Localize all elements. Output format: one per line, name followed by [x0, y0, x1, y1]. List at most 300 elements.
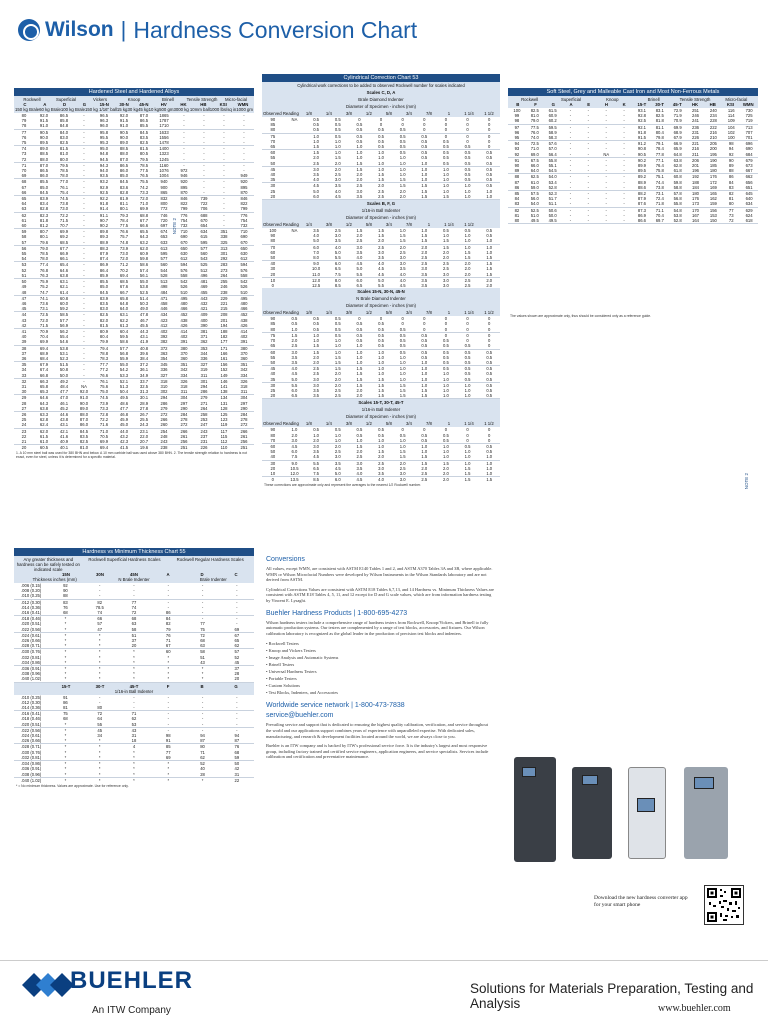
table-cell: 34	[21, 367, 27, 373]
table-cell: 667	[745, 168, 753, 174]
table-cell: 1.0	[486, 454, 493, 460]
table-cell: 1.0	[378, 354, 384, 360]
table-cell: 1.0	[313, 133, 320, 139]
table-cell: 82.5	[79, 438, 89, 444]
table-cell: -	[605, 196, 607, 202]
table-cell: 62.8	[39, 417, 49, 423]
table-cell: 1.0	[399, 443, 406, 449]
table-cell: 95	[514, 135, 520, 141]
table-cell: 629	[745, 207, 753, 213]
table-cell: 3.5	[421, 283, 428, 289]
table-cell: 1.0	[356, 349, 363, 355]
table-cell: 57.5	[530, 191, 539, 197]
table-cell: 86	[63, 699, 68, 705]
table-cell: 1.0	[399, 172, 406, 178]
table-cell: 446	[160, 306, 168, 312]
table-cell: 1.0	[313, 432, 320, 438]
table-cell: 98	[514, 118, 520, 124]
table-cell: 51.5	[59, 362, 69, 368]
table-cell: 49.5	[119, 395, 129, 401]
hardened-rows	[14, 113, 254, 450]
table-cell: 81.5	[59, 146, 69, 152]
column-header: D	[200, 572, 204, 577]
table-cell: 4.0	[313, 233, 320, 239]
table-cell: 93.2	[99, 179, 109, 185]
table-cell: 74.5	[59, 196, 69, 202]
table-cell: 67	[165, 643, 171, 649]
table-cell: .030 (0.76)	[21, 649, 42, 655]
table-cell: 41.9	[139, 339, 149, 345]
table-cell: 1.0	[334, 144, 341, 150]
table-cell: 1.5	[378, 393, 384, 399]
table-cell: 498	[160, 284, 168, 290]
table-cell: 0.5	[443, 160, 449, 166]
table-cell: 0.5	[356, 332, 363, 338]
table-cell: 6.5	[334, 266, 341, 272]
table-cell: 60	[270, 249, 276, 255]
table-cell: 294	[160, 395, 168, 401]
table-cell: -	[83, 146, 85, 152]
table-cell: 66	[97, 616, 103, 622]
table-cell: 286	[200, 389, 208, 395]
table-cell: 495	[180, 295, 188, 301]
table-cell: 2.5	[313, 160, 320, 166]
table-cell: 88.9	[637, 179, 647, 185]
table-cell: 81.0	[530, 113, 539, 119]
table-cell: 79	[21, 118, 27, 124]
column-header: G	[234, 683, 238, 689]
table-cell: 351	[240, 362, 248, 368]
table-cell: 543	[200, 256, 208, 262]
table-cell: 57	[234, 649, 240, 655]
table-cell: 58	[200, 649, 205, 655]
table-cell: -	[243, 134, 245, 140]
table-cell: 246	[692, 113, 700, 119]
table-cell: 351	[180, 362, 188, 368]
table-cell: 82.8	[119, 189, 129, 195]
table-cell: 37.2	[139, 362, 149, 368]
table-cell: 3.5	[291, 354, 298, 360]
table-cell: 558	[240, 272, 248, 278]
table-cell: 66.3	[39, 378, 49, 384]
table-cell: 653	[160, 234, 168, 240]
table-cell: 91.0	[119, 123, 129, 129]
table-cell: 216	[692, 146, 700, 152]
table-cell: 87.0	[79, 417, 89, 423]
table-cell: 70.7	[59, 223, 69, 229]
table-cell: 2.5	[313, 371, 320, 377]
page-title: Hardness Conversion Chart	[133, 16, 418, 43]
table-cell: 152	[220, 367, 228, 373]
table-cell: 0.5	[464, 366, 471, 372]
table-cell: 153	[709, 212, 717, 218]
table-cell: 68.9	[39, 350, 49, 356]
table-cell: 6.0	[313, 244, 320, 250]
table-cell: 526	[240, 284, 248, 290]
table-cell: 91.5	[119, 118, 129, 124]
table-cell: 1556	[159, 134, 169, 140]
service-email-link[interactable]: service@buehler.com	[266, 712, 334, 720]
table-cell: 2.0	[356, 177, 363, 183]
table-cell: 75.8	[655, 168, 664, 174]
table-cell: 82	[514, 207, 520, 213]
table-cell: 54.5	[548, 168, 557, 174]
table-cell: 93.1	[637, 108, 647, 113]
table-cell: 171	[220, 345, 228, 351]
table-cell: 27	[21, 405, 27, 411]
table-cell: 2.5	[334, 172, 341, 178]
correction-block	[262, 200, 500, 288]
table-cell: 60	[270, 150, 276, 156]
table-cell: 67.7	[139, 217, 149, 223]
table-cell: -	[243, 140, 245, 146]
column-header: Observed Reading	[263, 111, 299, 116]
table-cell: -	[83, 289, 85, 295]
table-cell: -	[223, 129, 225, 135]
cylindrical-footnote: These corrections are approximate only and represent the averages to the nearest 1/2 Rockwell number.	[264, 483, 421, 488]
table-cell: *	[98, 676, 101, 682]
table-cell: 311	[240, 389, 248, 395]
column-header: 1/4	[325, 111, 332, 116]
table-cell: *	[64, 749, 67, 755]
table-cell: 3.0	[443, 277, 449, 283]
table-cell: 57	[21, 239, 27, 245]
table-cell: -	[236, 721, 238, 727]
table-cell: 6.0	[291, 387, 298, 393]
table-cell: 79.1	[655, 141, 664, 147]
table-cell: 88.0	[39, 156, 49, 162]
table-cell: 1.0	[334, 432, 341, 438]
table-cell: 49.5	[530, 218, 539, 224]
table-cell: 226	[200, 445, 208, 451]
table-cell: 89	[514, 168, 520, 174]
table-cell: 544	[160, 267, 168, 273]
table-cell: 251	[692, 108, 700, 113]
column-header: H	[604, 102, 608, 107]
table-cell: 1.0	[464, 454, 471, 460]
table-cell: 81.0	[79, 445, 89, 451]
table-cell: -	[569, 118, 572, 124]
table-cell: 3.0	[443, 271, 449, 277]
table-cell: *	[167, 666, 170, 672]
table-cell: 1.5	[486, 261, 493, 267]
table-cell: 25	[21, 417, 27, 423]
cylindrical-subtitle: Cylindrical work corrections to be added to observed Rockwell number for scales indicated	[262, 82, 500, 89]
table-cell: 3.5	[334, 238, 341, 244]
table-cell: NA	[291, 117, 298, 122]
table-cell: 52.3	[59, 355, 69, 361]
column-header: K	[622, 102, 626, 107]
table-cell: -	[83, 173, 85, 179]
table-cell: 0.5	[399, 349, 406, 355]
table-cell: 0.5	[486, 166, 493, 172]
table-cell: 297	[240, 400, 248, 406]
table-cell: 40.8	[139, 345, 149, 351]
table-cell: .028 (0.71)	[21, 643, 42, 649]
conversions-text-2: Cylindrical Corrections Values are consistent with ASTM E18 Tables 6,7,13, and 14 Hardness vs. Minimum Thickness Values are consistent with ASTM E18 Tables 4, 5, 11, and 12 except for D and G scale values, which are from information hardness testing by Vincent E. Lysaght.	[266, 586, 495, 603]
table-cell: 3.5	[378, 255, 384, 261]
table-cell: 0.5	[443, 366, 449, 372]
table-cell: *	[98, 749, 101, 755]
table-cell: 1.5	[464, 465, 471, 471]
table-cell: 284	[240, 411, 248, 417]
table-cell: 55	[270, 155, 276, 161]
table-cell: 0.5	[443, 138, 449, 144]
table-cell: 75.7	[119, 234, 129, 240]
table-cell: 69	[21, 173, 27, 179]
table-cell: -	[83, 239, 85, 245]
table-cell: -	[203, 146, 205, 152]
table-cell: 74.5	[99, 395, 109, 401]
hardness-tester-image-1	[514, 757, 556, 862]
table-cell: 542	[180, 279, 188, 285]
table-cell: 58	[131, 626, 137, 632]
table-cell: 251	[180, 445, 188, 451]
table-cell: 94.5	[99, 156, 109, 162]
table-cell: *	[167, 654, 170, 660]
table-cell: 0	[466, 117, 469, 122]
table-cell: 81.9	[119, 196, 129, 202]
table-cell: -	[623, 207, 625, 213]
table-cell: 0.5	[356, 127, 363, 133]
table-cell: 0	[466, 138, 469, 144]
table-cell: 66	[21, 189, 27, 195]
table-cell: 82.5	[99, 312, 109, 318]
table-cell: -	[587, 151, 590, 157]
table-cell: NA	[81, 383, 87, 389]
table-cell: 81.2	[39, 223, 49, 229]
table-cell: 43	[200, 659, 205, 665]
table-cell: -	[569, 151, 572, 157]
table-cell: 426	[240, 322, 248, 328]
table-cell: 20	[270, 193, 276, 199]
table-cell: 90	[270, 233, 276, 239]
table-cell: 1.5	[378, 233, 384, 239]
table-cell: -	[99, 699, 101, 705]
table-cell: 80.4	[655, 129, 664, 135]
table-cell: 65	[234, 638, 240, 644]
column-header: 5/8	[385, 111, 392, 116]
table-cell: 91.5	[39, 118, 49, 124]
table-cell: 1.5	[313, 349, 320, 355]
table-cell: 1.5	[313, 144, 320, 150]
product-item: • Brinell Testers	[266, 661, 494, 668]
table-cell: 66.0	[530, 163, 539, 169]
hardened-steel-table	[14, 88, 254, 548]
table-cell: 1.0	[464, 449, 471, 455]
table-cell: 2.5	[443, 266, 449, 272]
column-header: 1 1/4	[464, 421, 474, 427]
table-cell: .032 (0.81)	[21, 654, 42, 660]
table-cell: 51.1	[548, 201, 557, 207]
table-cell: 72.0	[119, 256, 129, 262]
table-cell: 92.2	[99, 196, 109, 202]
table-cell: 77	[728, 207, 734, 213]
column-header: 45-T	[129, 683, 139, 689]
column-header: 3/8	[345, 421, 352, 427]
table-cell: 278	[240, 417, 248, 423]
table-cell: 74.1	[39, 295, 49, 301]
column-header: 15-T	[61, 683, 71, 689]
table-cell: 77.5	[530, 124, 539, 130]
table-cell: 64	[21, 201, 27, 207]
table-cell: 318	[160, 378, 168, 384]
table-cell: 3.5	[356, 193, 363, 199]
table-cell: 77.4	[39, 262, 49, 268]
table-cell: 3.0	[399, 477, 406, 483]
table-cell: -	[83, 328, 85, 334]
table-cell: 69.4	[119, 272, 129, 278]
table-cell: 85	[165, 744, 171, 750]
table-cell: 342	[180, 367, 188, 373]
table-cell: 272	[240, 422, 248, 428]
table-cell: 55	[270, 354, 276, 360]
table-cell: 1.5	[421, 454, 428, 460]
table-cell: -	[83, 317, 85, 323]
table-cell: 1.0	[334, 437, 341, 443]
table-cell: 272	[160, 411, 168, 417]
table-cell: 180	[709, 168, 717, 174]
table-cell: 83	[63, 599, 68, 605]
table-cell: 61.0	[39, 438, 49, 444]
table-cell: 2.0	[443, 470, 449, 476]
table-cell: 66.9	[59, 251, 69, 257]
table-cell: 0	[488, 321, 491, 327]
table-cell: 0.5	[334, 332, 341, 338]
table-cell: 40.1	[59, 445, 69, 451]
table-cell: 2.0	[291, 338, 298, 344]
table-cell: 80.7	[39, 229, 49, 235]
table-cell: 7.5	[291, 454, 298, 460]
table-cell: 91	[514, 157, 520, 163]
table-cell: 86	[514, 184, 520, 190]
table-cell: -	[223, 201, 225, 207]
table-cell: 4.5	[334, 193, 341, 199]
table-cell: 64.8	[673, 151, 682, 157]
table-cell: -	[587, 124, 590, 130]
table-cell: 870	[240, 189, 248, 195]
table-cell: 670	[200, 217, 208, 223]
table-cell: *	[167, 659, 170, 665]
table-cell: 64.6	[59, 267, 69, 273]
table-cell: 20	[270, 271, 276, 277]
table-cell: -	[605, 108, 607, 113]
table-cell: 25	[270, 188, 276, 194]
table-cell: 51	[131, 632, 137, 638]
table-cell: -	[83, 229, 85, 235]
table-cell: 0.5	[443, 338, 449, 344]
table-cell: 0	[423, 127, 426, 133]
table-cell: 73.1	[39, 306, 49, 312]
table-cell: 1.5	[486, 477, 493, 483]
table-cell: 30	[21, 389, 27, 395]
table-cell: -	[223, 134, 225, 140]
table-cell: 2.5	[421, 470, 428, 476]
table-cell: -	[236, 610, 238, 616]
table-cell: 776	[180, 212, 188, 218]
table-cell: 5.5	[313, 460, 320, 466]
table-cell: 71	[165, 638, 171, 644]
table-cell: 37	[131, 638, 137, 644]
table-cell: 94.3	[99, 162, 109, 168]
table-cell: 73.9	[119, 245, 129, 251]
table-cell: 0	[488, 144, 491, 150]
table-cell: 62.1	[59, 284, 69, 290]
table-cell: .022 (0.56)	[21, 727, 42, 733]
table-cell: *	[64, 643, 67, 649]
website-link[interactable]: www.buehler.com	[658, 1003, 731, 1014]
table-cell: 47	[97, 626, 103, 632]
table-cell: -	[623, 168, 625, 174]
table-cell: 20	[131, 643, 137, 649]
table-cell: 176	[692, 196, 700, 202]
table-cell: *	[64, 638, 67, 644]
table-cell: -	[83, 134, 85, 140]
table-cell: 3.0	[399, 255, 406, 261]
table-cell: 1.0	[464, 460, 471, 466]
table-cell: 248	[160, 433, 168, 439]
table-cell: 71.1	[655, 207, 664, 213]
table-cell: 4.0	[356, 255, 363, 261]
table-cell: 45	[270, 366, 276, 372]
table-cell: 95.5	[99, 134, 109, 140]
table-cell: 52	[200, 761, 205, 767]
table-cell: 92.1	[637, 124, 647, 130]
table-cell: 1.0	[443, 233, 449, 239]
table-cell: 77.5	[119, 223, 129, 229]
table-cell: 83.5	[139, 134, 149, 140]
table-cell: -	[623, 212, 625, 218]
qr-code-icon[interactable]	[704, 885, 744, 925]
table-cell: -	[569, 207, 572, 213]
table-cell: 345	[160, 362, 168, 368]
table-cell: 70.5	[99, 433, 109, 439]
table-cell: 60.5	[39, 445, 49, 451]
table-cell: .020 (0.51)	[21, 721, 42, 727]
minthick-group-1: Rockwell Superficial Hardness Scales	[88, 557, 161, 562]
table-cell: 5.0	[334, 249, 341, 255]
table-cell: *	[133, 761, 135, 767]
table-cell: 50.0	[548, 212, 557, 218]
table-cell: .024 (0.61)	[21, 632, 42, 638]
table-cell: 4.5	[334, 465, 341, 471]
column-load: 30 kg	[127, 107, 138, 112]
table-cell: 40	[270, 454, 276, 460]
table-cell: 1.5	[356, 160, 363, 166]
table-cell: -	[83, 279, 85, 285]
table-cell: 69.4	[39, 345, 49, 351]
table-cell: 654	[200, 223, 208, 229]
minthick-indenter-2: Brale Indenter	[199, 577, 227, 582]
table-cell: 138	[220, 389, 228, 395]
table-cell: 156	[709, 207, 717, 213]
table-cell: 74.7	[39, 289, 49, 295]
table-cell: 68.5	[119, 279, 129, 285]
table-cell: 266	[160, 417, 168, 423]
table-cell: 2.5	[356, 183, 363, 189]
table-cell: 1.5	[486, 255, 493, 261]
table-cell: 1.0	[443, 382, 449, 388]
table-cell: 66.6	[139, 223, 149, 229]
column-header: 1 1/2	[484, 421, 494, 427]
table-cell: 0.5	[443, 228, 449, 234]
table-cell: 0	[401, 427, 404, 433]
table-cell: -	[569, 135, 572, 141]
table-cell: -	[569, 146, 572, 152]
column-header: 1/2	[345, 222, 352, 228]
table-cell: 3.0	[313, 443, 320, 449]
table-cell: 60.2	[548, 118, 557, 124]
